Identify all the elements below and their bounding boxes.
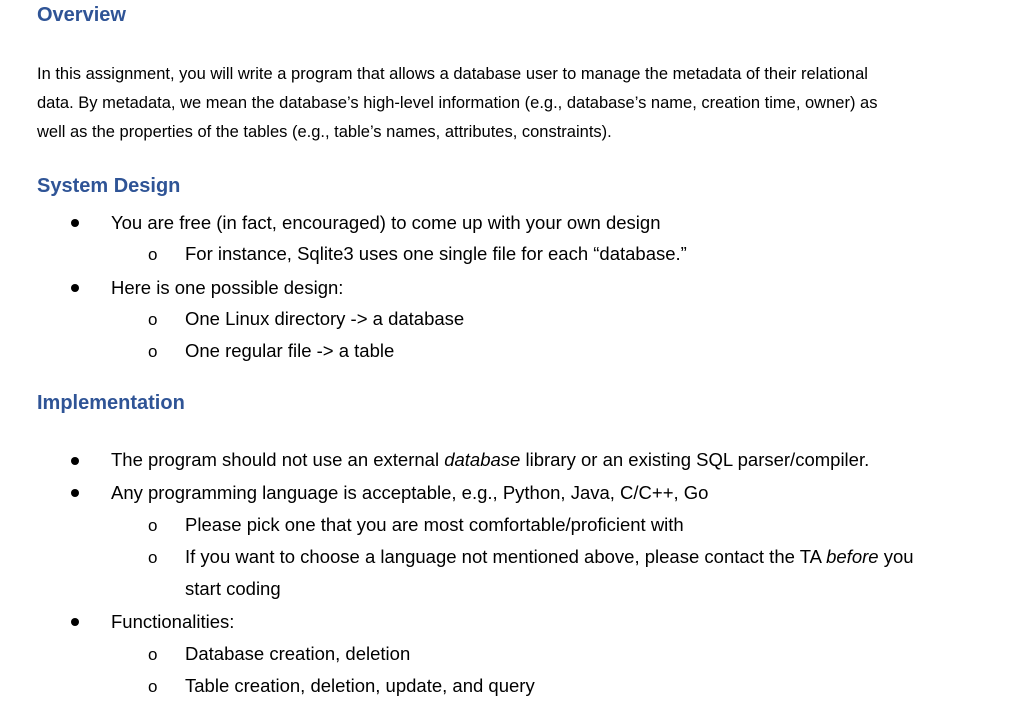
sub-bullet-icon: o [148, 645, 158, 664]
system-design-item-1: You are free (in fact, encouraged) to come up with your own design [111, 212, 661, 233]
bullet-icon [71, 284, 79, 292]
implementation-heading: Implementation [37, 392, 185, 414]
implementation-item-2-sub-2 [185, 545, 914, 569]
implementation-item-3: Functionalities: [111, 611, 235, 632]
sub-bullet-icon: o [148, 677, 158, 696]
overview-line-1: In this assignment, you will write a program that allows a database user to manage the metadata of their relational [37, 65, 868, 83]
implementation-item-2: Any programming language is acceptable, e.g., Python, Java, C/C++, Go [111, 482, 709, 503]
implementation-item-1 [111, 448, 869, 472]
system-design-heading: System Design [37, 175, 181, 197]
implementation-item-2-sub-2-emphasis: before [826, 546, 879, 567]
system-design-item-1-sub-1: For instance, Sqlite3 uses one single file for each “database.” [185, 243, 687, 264]
bullet-icon [71, 457, 79, 465]
sub-bullet-icon: o [148, 342, 158, 361]
implementation-item-2-sub-1: Please pick one that you are most comfortable/proficient with [185, 514, 684, 535]
system-design-item-2-sub-2: One regular file -> a table [185, 340, 395, 361]
bullet-icon [71, 489, 79, 497]
implementation-item-2-sub-2-continued: start coding [185, 578, 281, 599]
sub-bullet-icon: o [148, 548, 158, 567]
overview-heading: Overview [37, 4, 126, 26]
bullet-icon [71, 219, 79, 227]
implementation-item-2-sub-2-text-a: If you want to choose a language not mentioned above, please contact the TA [185, 546, 827, 567]
overview-line-3: well as the properties of the tables (e.g., table’s names, attributes, constraints). [37, 123, 612, 141]
system-design-item-2-sub-1: One Linux directory -> a database [185, 308, 465, 329]
implementation-item-1-text-a: The program should not use an external [111, 449, 445, 470]
sub-bullet-icon: o [148, 310, 158, 329]
system-design-item-2: Here is one possible design: [111, 277, 344, 298]
sub-bullet-icon: o [148, 245, 158, 264]
implementation-item-1-text-b: library or an existing SQL parser/compiler. [520, 449, 870, 470]
implementation-item-3-sub-1: Database creation, deletion [185, 643, 411, 664]
overview-paragraph [37, 60, 1012, 147]
bullet-icon [71, 618, 79, 626]
sub-bullet-icon: o [148, 516, 158, 535]
implementation-item-2-sub-2-text-b: you [878, 546, 914, 567]
implementation-item-3-sub-2: Table creation, deletion, update, and query [185, 675, 535, 696]
overview-line-2: data. By metadata, we mean the database’s high-level information (e.g., database’s name, creation time, owner) as [37, 94, 878, 112]
implementation-item-1-emphasis: database [444, 449, 521, 470]
